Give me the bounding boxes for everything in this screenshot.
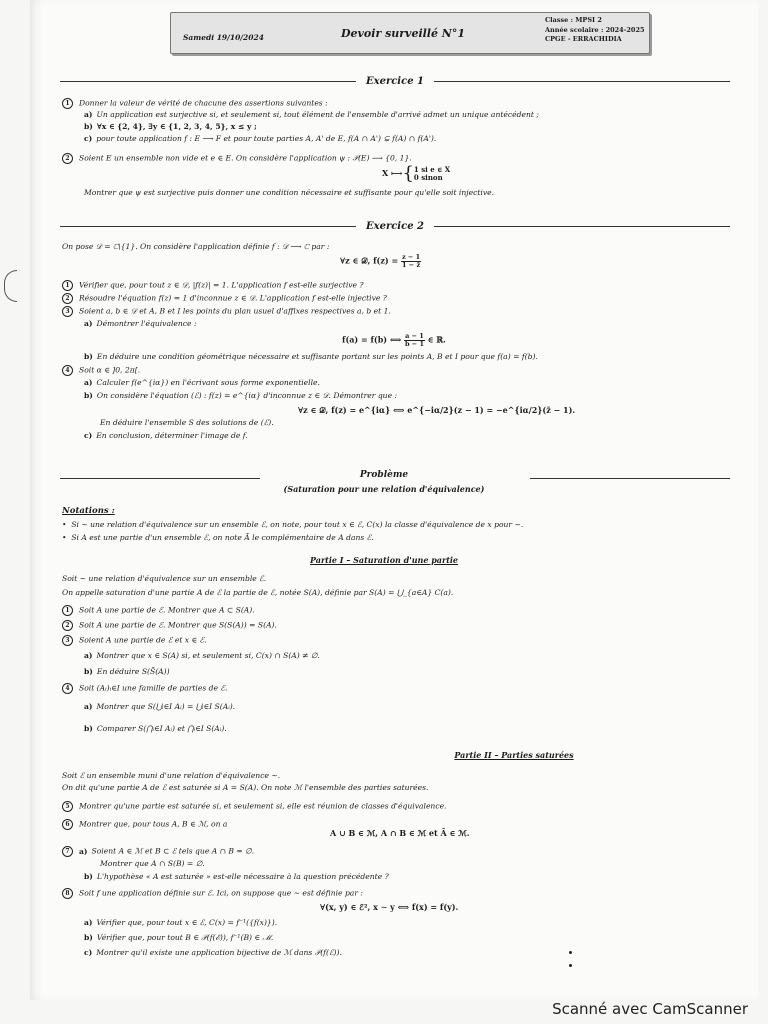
p2-intro-1: Soit ℰ un ensemble muni d'une relation d'équivalence ∼. [62, 771, 281, 780]
section-title: Exercice 1 [366, 75, 424, 87]
classe: Classe : MPSI 2 [545, 16, 602, 24]
scanner-watermark: Scanné avec CamScanner [552, 1000, 748, 1018]
ex2-intro: On pose 𝒟 = ℂ\{1}. On considère l'application définie f : 𝒟 ⟶ ℂ par : [62, 242, 330, 251]
ex2-q4b-end: En déduire l'ensemble S des solutions de (ℰ). [100, 418, 274, 427]
p1-intro-2: On appelle saturation d'une partie A de ℰ la partie de ℰ, notée S(A), définie par S(A) = ⋃_{a∈A} C(a). [62, 588, 454, 597]
ex2-q3: 3 Soient a, b ∈ 𝒟 et A, B et I les points du plan usuel d'affixes respectives a, b et 1. [62, 306, 391, 317]
probleme-title: Problème [359, 470, 409, 480]
probleme-subtitle: (Saturation pour une relation d'équivalence) [283, 484, 485, 494]
prob-q6: 6 Montrer que, pour tous A, B ∈ ℳ, on a [62, 819, 227, 830]
ex1-q1b: b) ∀x ∈ {2, 4}, ∃y ∈ {1, 2, 3, 4, 5}, x ≤ y ; [84, 122, 257, 131]
prob-q7a: 7 a) Soient A ∈ ℳ et B ⊂ ℰ tels que A ∩ B = ∅. [62, 846, 254, 857]
ex1-q1c: c) pour toute application f : E ⟶ F et pour toute parties A, A' de E, f(A ∩ A') ⊊ f(A) ∩ f(A'). [84, 134, 437, 143]
notation-1: • Si ∼ une relation d'équivalence sur un ensemble ℰ, on note, pour tout x ∈ ℰ, C(x) la classe d'équivalence de x pour ∼. [62, 520, 524, 529]
ex1-q2-map: X ⟼{ 1 si e ∈ X 0 sinon [382, 163, 451, 184]
prob-q8c: c) Montrer qu'il existe une application bijective de ℳ dans 𝒫(f(ℰ)). [84, 948, 342, 957]
prob-q1: 1 Soit A une partie de ℰ. Montrer que A ⊂ S(A). [62, 605, 255, 616]
prob-q3a: a) Montrer que x ∈ S(A) si, et seulement si, C(x) ∩ S(A) ≠ ∅. [84, 651, 320, 660]
prob-q4b: b) Comparer S(⋂ᵢ∈I Aᵢ) et ⋂ᵢ∈I S(Aᵢ). [84, 724, 227, 733]
ex2-q4b-formula: ∀z ∈ 𝒟, f(z) = e^{iα} ⟺ e^{−iα/2}(z − 1) = −e^{iα/2}(z̄ − 1). [298, 405, 576, 415]
prob-q4a: a) Montrer que S(⋃ᵢ∈I Aᵢ) = ⋃ᵢ∈I S(Aᵢ). [84, 702, 236, 711]
p2-intro-2: On dit qu'une partie A de ℰ est saturée si A = S(A). On note ℳ l'ensemble des parties saturées. [62, 783, 429, 792]
ex2-q4: 4 Soit α ∈ ]0, 2π[. [62, 365, 140, 376]
section-exercice-2 [60, 219, 730, 233]
section-title: Exercice 2 [366, 220, 424, 232]
ex2-q3a-formula: f(a) = f(b) ⟺ $\frac{a - 1}{b - 1}$ ∈ ℝ. [342, 332, 446, 348]
p1-intro-1: Soit ∼ une relation d'équivalence sur un ensemble ℰ. [62, 574, 267, 583]
ex2-q2: 2 Résoudre l'équation f(z) = 1 d'inconnue z ∈ 𝒟. L'application f est-elle injective ? [62, 293, 387, 304]
ex1-q2: 2 Soient E un ensemble non vide et e ∈ E. On considère l'application ψ : 𝒫(E) ⟶ {0, 1}. [62, 153, 412, 164]
ex2-q4b: b) On considère l'équation (ℰ) : f(z) = e^{iα} d'inconnue z ∈ 𝒟. Démontrer que : [84, 391, 398, 400]
exam-title: Devoir surveillé N°1 [341, 27, 466, 40]
ex2-formula: ∀z ∈ 𝒟, f(z) = $\frac{z - 1}{1 - z̄}$ [340, 253, 421, 269]
prob-q3b: b) En déduire S(S̄(A)) [84, 667, 170, 676]
prob-q3: 3 Soient A une partie de ℰ et x ∈ ℰ. [62, 635, 207, 646]
ink-dot [569, 964, 572, 967]
prob-q8a: a) Vérifier que, pour tout x ∈ ℰ, C(x) = f⁻¹({f(x)}). [84, 918, 278, 927]
ecole: CPGE - ERRACHIDIA [545, 35, 622, 43]
section-exercice-1 [60, 74, 730, 88]
ex2-q4a: a) Calculer f(e^{iα}) en l'écrivant sous forme exponentielle. [84, 378, 320, 387]
exam-date: Samedi 19/10/2024 [183, 33, 264, 42]
ex1-q2-end: Montrer que ψ est surjective puis donner une condition nécessaire et suffisante pour qu'elle soit injective. [84, 188, 495, 197]
partie-1-title: Partie I – Saturation d'une partie [309, 555, 459, 565]
prob-q7a-2: Montrer que A ∩ S(B) = ∅. [100, 859, 205, 868]
staple-mark [4, 270, 17, 302]
ex2-q1: 1 Vérifier que, pour tout z ∈ 𝒟, |f(z)| = 1. L'application f est-elle surjective ? [62, 280, 364, 291]
ink-dot [569, 951, 572, 954]
ex2-q4c: c) En conclusion, déterminer l'image de f. [84, 431, 248, 440]
prob-q4: 4 Soit (Aᵢ)ᵢ∈I une famille de parties de ℰ. [62, 683, 227, 694]
ex2-q3b: b) En déduire une condition géométrique nécessaire et suffisante portant sur les points A, B et I pour que f(a) = f(b). [84, 352, 538, 361]
class-info [545, 16, 645, 45]
notations-heading: Notations : [62, 506, 115, 516]
notation-2: • Si A est une partie d'un ensemble ℰ, on note Ā le complémentaire de A dans ℰ. [62, 533, 374, 542]
partie-2-title: Partie II – Parties saturées [454, 750, 574, 760]
prob-q7b: b) L'hypothèse « A est saturée » est-elle nécessaire à la question précédente ? [84, 872, 389, 881]
prob-q8b: b) Vérifier que, pour tout B ∈ 𝒫(f(ℰ)), f⁻¹(B) ∈ ℳ. [84, 933, 274, 942]
ex1-q1a: a) Un application est surjective si, et seulement si, tout élément de l'ensemble d'arrivé admet un unique antécédent ; [84, 110, 539, 119]
prob-q6-formula: A ∪ B ∈ ℳ, A ∩ B ∈ ℳ et Ā ∈ ℳ. [330, 828, 470, 838]
ex2-q3a: a) Démontrer l'équivalence : [84, 319, 197, 328]
prob-q8: 8 Soit f une application définie sur ℰ. Ici, on suppose que ∼ est définie par : [62, 888, 363, 899]
annee: Année scolaire : 2024-2025 [545, 25, 645, 34]
prob-q5: 5 Montrer qu'une partie est saturée si, et seulement si, elle est réunion de classes d'équivalence. [62, 801, 447, 812]
prob-q2: 2 Soit A une partie de ℰ. Montrer que S(S(A)) = S(A). [62, 620, 277, 631]
prob-q8-formula: ∀(x, y) ∈ ℰ², x ∼ y ⟺ f(x) = f(y). [320, 902, 459, 912]
ex1-q1: 1 Donner la valeur de vérité de chacune des assertions suivantes : [62, 98, 328, 109]
header-box [170, 12, 650, 54]
